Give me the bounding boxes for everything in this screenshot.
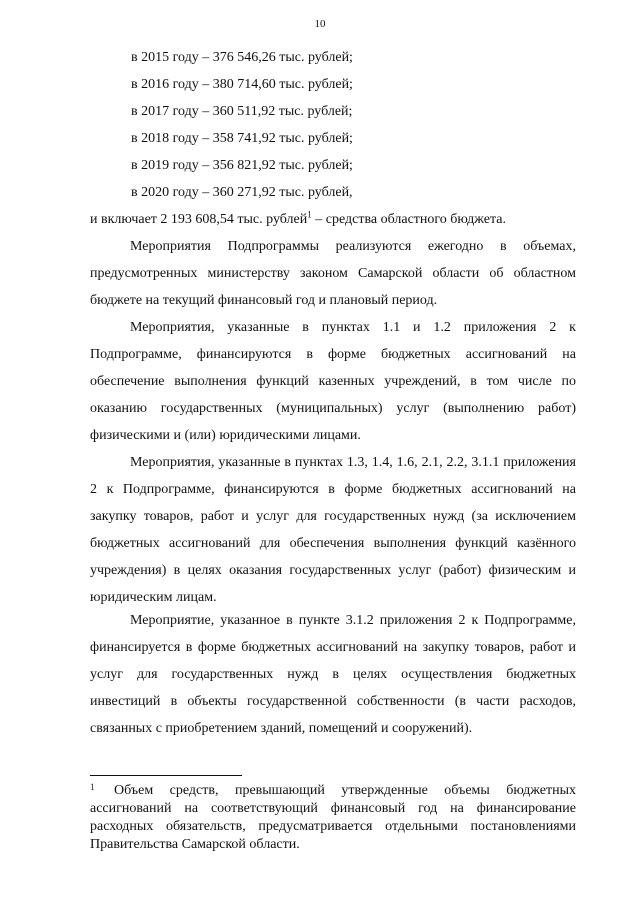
total-funding-text: и включает 2 193 608,54 тыс. рублей [90,212,308,227]
annual-funding-item: в 2019 году – 356 821,92 тыс. рублей; [131,158,353,173]
paragraph-items-1-1-1-2: Мероприятия, указанные в пунктах 1.1 и 1.2 приложения 2 к Подпрограмме, финансируются в форме бюджетных ассигнований на обеспечение выполнения функций казенных учреждений, в том числе по оказанию государственных (муниципальных) услуг (выполнению работ) физическими и (или) юридическими лицами. [90,320,576,443]
annual-funding-list [131,44,353,206]
page-number: 10 [314,18,326,30]
annual-funding-item: в 2016 году – 380 714,60 тыс. рублей; [131,77,353,92]
footnote-reference: 1 [307,209,312,220]
total-funding-source: – средства областного бюджета. [311,212,506,227]
annual-funding-item: в 2015 году – 376 546,26 тыс. рублей; [131,50,353,65]
annual-funding-item: в 2020 году – 360 271,92 тыс. рублей, [131,185,353,200]
paragraph-items-1-3-3-1-1: Мероприятия, указанные в пунктах 1.3, 1.4, 1.6, 2.1, 2.2, 3.1.1 приложения 2 к Подпрограмме, финансируются в форме бюджетных ассигнований на закупку товаров, работ и услуг для государственных нужд (за исключением бюджетных ассигнований для обеспечения выполнения функций казённого учреждения) в целях оказания государственных услуг (работ) физическим и юридическим лицам. [90,455,576,605]
total-funding-line [90,206,576,233]
footnote-text: Объем средств, превышающий утвержденные объемы бюджетных ассигнований на соответствующий финансовый год на финансирование расходных обязательств, предусматривается отдельными постановлениями Правительства Самарской области. [90,783,576,852]
footnote [90,782,576,854]
annual-funding-item: в 2018 году – 358 741,92 тыс. рублей; [131,131,353,146]
footnote-separator [90,775,242,776]
paragraph-implementation: Мероприятия Подпрограммы реализуются ежегодно в объемах, предусмотренных министерству законом Самарской области об областном бюджете на текущий финансовый год и плановый период. [90,239,576,308]
annual-funding-item: в 2017 году – 360 511,92 тыс. рублей; [131,104,353,119]
paragraph-item-3-1-2: Мероприятие, указанное в пункте 3.1.2 приложения 2 к Подпрограмме, финансируется в форме бюджетных ассигнований на закупку товаров, работ и услуг для государственных нужд в целях осуществления бюджетных инвестиций в объекты государственной собственности (в части расходов, связанных с приобретением зданий, помещений и сооружений). [90,613,576,736]
footnote-mark: 1 [90,782,95,792]
